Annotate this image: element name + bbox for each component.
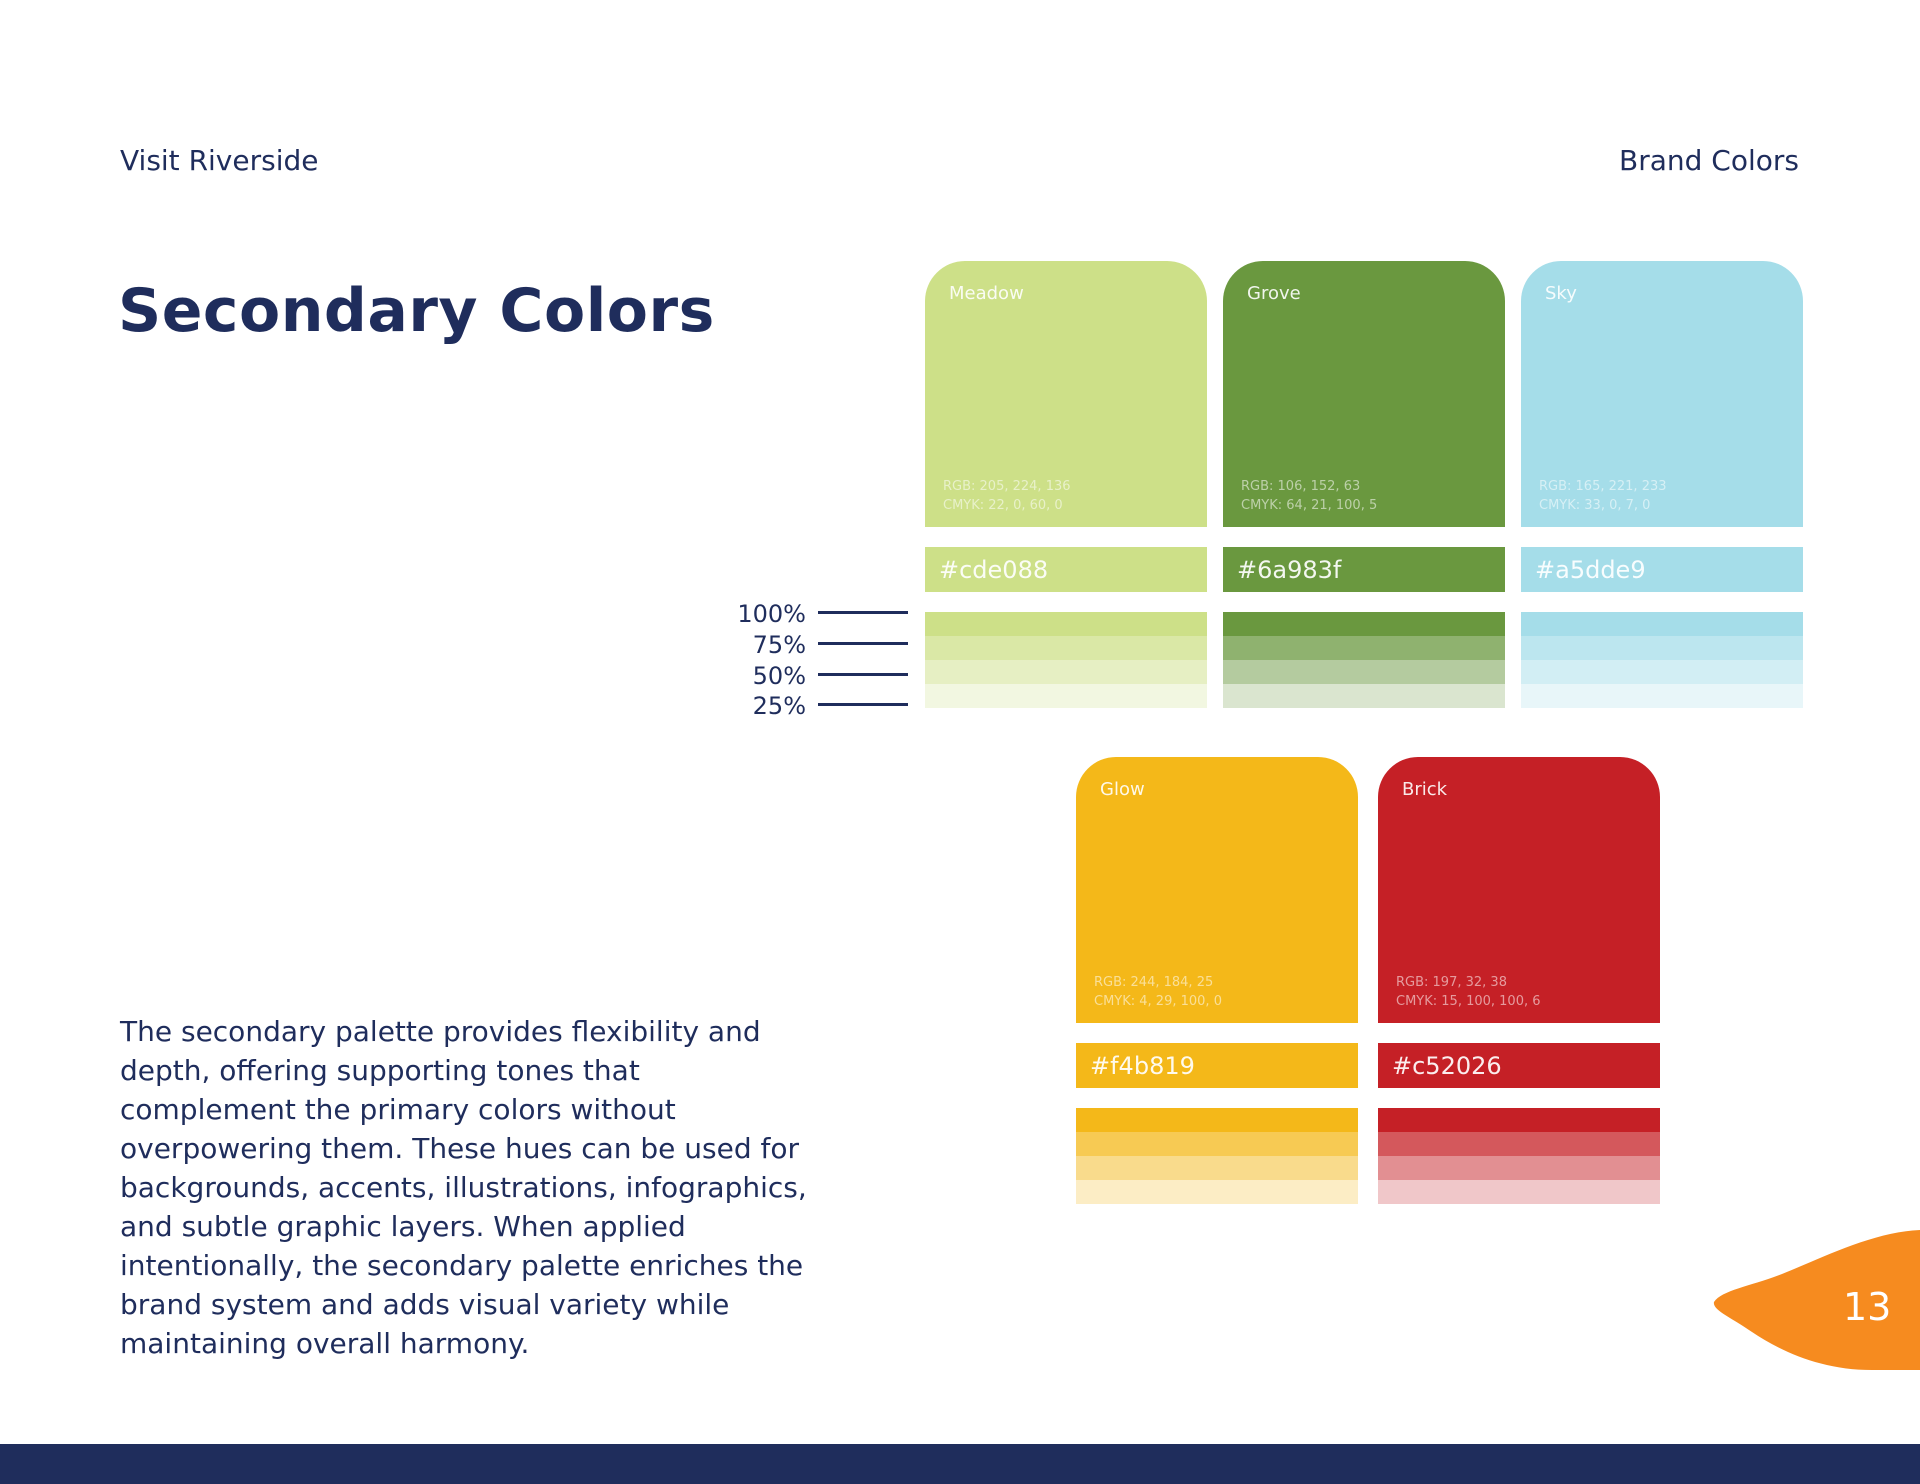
- swatch-cmyk: CMYK: 22, 0, 60, 0: [943, 498, 1063, 513]
- tint-100: [1378, 1108, 1660, 1132]
- scale-label: 50%: [752, 662, 806, 690]
- swatch-meadow: [925, 261, 1207, 708]
- swatch-tints: [1223, 612, 1505, 708]
- scale-label: 100%: [737, 600, 806, 628]
- scale-row-50: [700, 662, 910, 692]
- swatch-tints: [1076, 1108, 1358, 1204]
- tint-50: [1076, 1156, 1358, 1180]
- tint-25: [1378, 1180, 1660, 1204]
- swatch-codes: [943, 477, 1071, 515]
- swatch-tints: [1378, 1108, 1660, 1204]
- scale-line: [818, 673, 908, 676]
- scale-row-100: [700, 600, 910, 630]
- tint-100: [1076, 1108, 1358, 1132]
- swatch-name: Glow: [1100, 779, 1145, 800]
- swatch-cmyk: CMYK: 64, 21, 100, 5: [1241, 498, 1378, 513]
- scale-row-25: [700, 692, 910, 722]
- scale-row-75: [700, 631, 910, 661]
- swatch-hex: #f4b819: [1076, 1043, 1358, 1088]
- swatch-grove: [1223, 261, 1505, 708]
- tint-75: [1378, 1132, 1660, 1156]
- section-title: Brand Colors: [1619, 144, 1799, 177]
- swatch-hex: #c52026: [1378, 1043, 1660, 1088]
- tint-50: [1378, 1156, 1660, 1180]
- swatch-cmyk: CMYK: 33, 0, 7, 0: [1539, 498, 1651, 513]
- swatch-name: Grove: [1247, 283, 1301, 304]
- tint-50: [1223, 660, 1505, 684]
- tint-75: [925, 636, 1207, 660]
- tint-100: [1223, 612, 1505, 636]
- swatch-color-block: [925, 261, 1207, 527]
- swatch-color-block: [1223, 261, 1505, 527]
- swatch-hex: #cde088: [925, 547, 1207, 592]
- tint-50: [925, 660, 1207, 684]
- scale-label: 25%: [752, 692, 806, 720]
- swatch-sky: [1521, 261, 1803, 708]
- scale-line: [818, 703, 908, 706]
- swatch-cmyk: CMYK: 15, 100, 100, 6: [1396, 994, 1541, 1009]
- scale-line: [818, 611, 908, 614]
- swatch-codes: [1539, 477, 1667, 515]
- swatch-rgb: RGB: 244, 184, 25: [1094, 975, 1214, 990]
- tint-25: [1223, 684, 1505, 708]
- tint-50: [1521, 660, 1803, 684]
- swatch-glow: [1076, 757, 1358, 1204]
- scale-label: 75%: [752, 631, 806, 659]
- swatch-rgb: RGB: 106, 152, 63: [1241, 479, 1361, 494]
- swatch-rgb: RGB: 205, 224, 136: [943, 479, 1071, 494]
- tint-100: [925, 612, 1207, 636]
- tint-100: [1521, 612, 1803, 636]
- tint-75: [1521, 636, 1803, 660]
- tint-75: [1076, 1132, 1358, 1156]
- body-text: The secondary palette provides flexibility and depth, offering supporting tones that complement the primary colors without overpowering them. These hues can be used for backgrounds, accents, illustrations, infographics, and subtle graphic layers. When applied intentionally, the secondary palette enriches the brand system and adds visual variety while maintaining overall harmony.: [120, 1015, 807, 1360]
- swatch-hex: #6a983f: [1223, 547, 1505, 592]
- swatch-brick: [1378, 757, 1660, 1204]
- swatch-name: Meadow: [949, 283, 1024, 304]
- page-number: 13: [1843, 1285, 1892, 1329]
- brand-name: Visit Riverside: [120, 144, 319, 177]
- swatch-codes: [1094, 973, 1222, 1011]
- tint-25: [1076, 1180, 1358, 1204]
- swatch-codes: [1241, 477, 1377, 515]
- swatch-color-block: [1521, 261, 1803, 527]
- swatch-rgb: RGB: 197, 32, 38: [1396, 975, 1507, 990]
- swatch-rgb: RGB: 165, 221, 233: [1539, 479, 1667, 494]
- swatch-codes: [1396, 973, 1541, 1011]
- scale-line: [818, 642, 908, 645]
- footer-bar: [0, 1444, 1920, 1484]
- swatch-hex: #a5dde9: [1521, 547, 1803, 592]
- tint-75: [1223, 636, 1505, 660]
- swatch-color-block: [1076, 757, 1358, 1023]
- page-title: Secondary Colors: [118, 276, 715, 346]
- swatch-name: Sky: [1545, 283, 1577, 304]
- tint-25: [1521, 684, 1803, 708]
- swatch-cmyk: CMYK: 4, 29, 100, 0: [1094, 994, 1222, 1009]
- swatch-color-block: [1378, 757, 1660, 1023]
- swatch-name: Brick: [1402, 779, 1448, 800]
- swatch-tints: [1521, 612, 1803, 708]
- swatch-tints: [925, 612, 1207, 708]
- tint-25: [925, 684, 1207, 708]
